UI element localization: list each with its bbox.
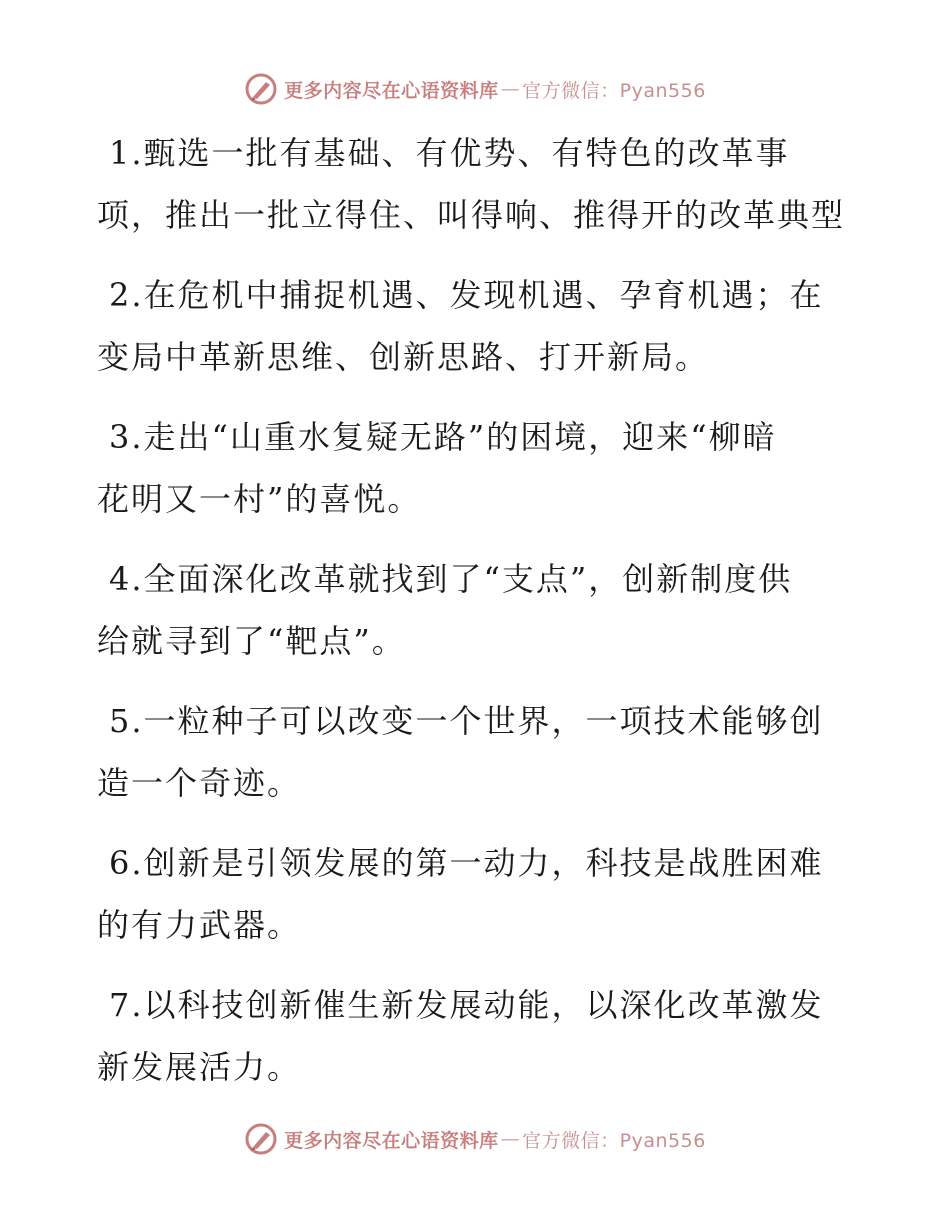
watermark-brand: 更多内容尽在心语资料库 [284,1129,499,1152]
pen-logo-icon [244,72,278,106]
item-line [97,468,857,530]
item-line [97,264,857,326]
item-line [97,1036,857,1098]
item-line [97,406,857,468]
item-text: 以科技创新催生新发展动能，以深化改革激发 [143,986,824,1024]
item-line [97,326,857,388]
item-text: 甄选一批有基础、有优势、有特色的改革事 [143,134,790,172]
list-item [97,974,857,1098]
item-text: 创新是引领发展的第一动力，科技是战胜困难 [143,844,824,882]
item-text: 给就寻到了“靶点”。 [97,622,406,660]
item-text: 全面深化改革就找到了“支点”，创新制度供 [143,560,793,598]
item-number: 7. [109,986,144,1024]
item-line [97,184,857,246]
item-line [97,690,857,752]
item-text: 的有力武器。 [97,906,302,944]
item-text: 变局中革新思维、创新思路、打开新局。 [97,338,710,376]
item-number: 4. [109,560,144,598]
document-body [97,122,857,1116]
item-number: 2. [109,276,144,314]
item-number: 5. [109,702,144,740]
item-text: 一粒种子可以改变一个世界，一项技术能够创 [143,702,824,740]
item-line [97,548,857,610]
item-number: 1. [109,134,144,172]
footer-watermark [0,1122,950,1156]
list-item [97,548,857,672]
watermark-wechat: 官方微信：Pyan556 [522,1129,706,1152]
list-item [97,690,857,814]
item-line [97,832,857,894]
list-item [97,832,857,956]
item-number: 3. [109,418,144,456]
item-text: 在危机中捕捉机遇、发现机遇、孕育机遇；在 [143,276,824,314]
item-line [97,752,857,814]
watermark-separator: — [500,1128,521,1150]
pen-logo-icon [244,1122,278,1156]
item-text: 新发展活力。 [97,1048,302,1086]
item-line [97,894,857,956]
list-item [97,406,857,530]
header-watermark [0,72,950,106]
item-line [97,610,857,672]
item-text: 走出“山重水复疑无路”的困境，迎来“柳暗 [143,418,777,456]
item-text: 花明又一村”的喜悦。 [97,480,422,518]
item-text: 造一个奇迹。 [97,764,302,802]
list-item [97,264,857,388]
watermark-wechat: 官方微信：Pyan556 [522,79,706,102]
item-line [97,974,857,1036]
item-line [97,122,857,184]
item-number: 6. [109,844,144,882]
watermark-brand: 更多内容尽在心语资料库 [284,79,499,102]
list-item [97,122,857,246]
watermark-separator: — [500,78,521,100]
item-text: 项，推出一批立得住、叫得响、推得开的改革典型 [97,196,846,234]
